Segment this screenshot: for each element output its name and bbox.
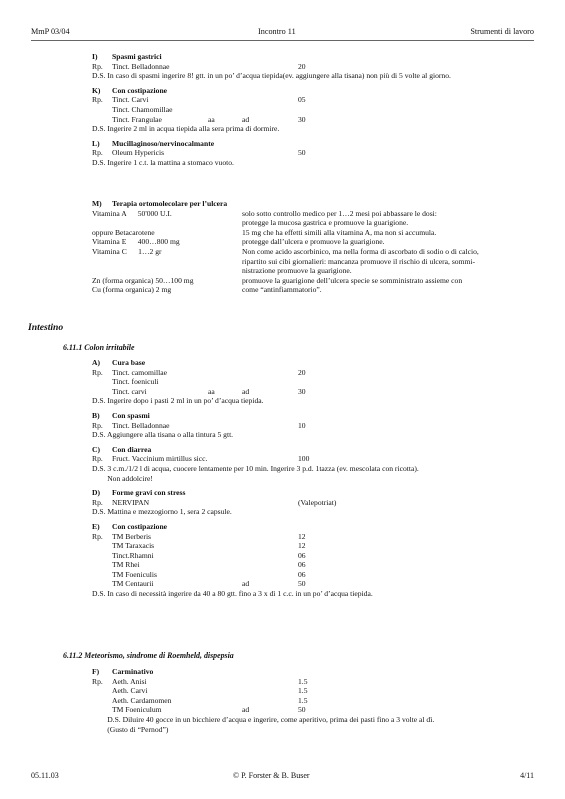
prescription	[92, 488, 552, 517]
dosage-line	[92, 507, 552, 517]
ingredient-name: Tinct. Belladonnae	[112, 61, 170, 71]
rp-label: Rp.	[92, 676, 103, 686]
ingredient-name: NERVIPAN	[112, 497, 150, 507]
section-m	[92, 199, 552, 295]
therapy-row	[92, 228, 552, 238]
header-right: Strumenti di lavoro	[470, 27, 534, 36]
prescription	[92, 445, 552, 483]
ingredient-quantity: 06	[298, 550, 306, 560]
ingredient-name: Tinct. Belladonnae	[112, 420, 170, 430]
ingredient-row	[92, 62, 552, 72]
header-left: MmP 03/04	[31, 27, 70, 36]
rp-label: Rp.	[92, 148, 103, 158]
dosage-line	[92, 474, 552, 484]
ingredient-quantity: 50	[298, 579, 306, 589]
ingredient-row	[92, 95, 552, 105]
ingredient-name: Aeth. Anisi	[112, 676, 147, 686]
prescription-title: Con spasmi	[112, 410, 150, 420]
dosage-text: D.S. Aggiungere alla tisana o alla tintura 5 gtt.	[92, 430, 234, 440]
prescription-heading	[92, 358, 552, 368]
prescription	[92, 522, 552, 599]
ingredient-row	[92, 677, 552, 687]
prescription-title: Con costipazione	[112, 521, 168, 531]
ingredient-row	[92, 705, 552, 715]
prescription-heading	[92, 411, 552, 421]
dosage-line	[92, 715, 552, 725]
therapy-row	[92, 266, 552, 276]
ingredient-quantity: 20	[298, 61, 306, 71]
ingredient-name: Tinct. Carvi	[112, 95, 149, 105]
dosage-text: D.S. Diluire 40 gocce in un bicchiere d’acqua e ingerire, come aperitivo, prima dei pasti fino a 3 volte al dì.	[92, 714, 435, 724]
footer-right: 4/11	[520, 771, 534, 780]
dosage-line	[92, 725, 552, 735]
therapy-substance: Zn (forma organica) 50…100 mg	[92, 275, 194, 285]
therapy-row	[92, 237, 552, 247]
ingredient-quantity: 1.5	[298, 695, 308, 705]
therapy-substance: oppure Betacarotene	[92, 227, 155, 237]
footer-left: 05.11.03	[31, 771, 59, 780]
dosage-line	[92, 464, 552, 474]
ingredient-name: Aeth. Carvi	[112, 686, 148, 696]
ad-mark: ad	[242, 114, 250, 124]
ad-mark: ad	[242, 579, 250, 589]
ingredient-row	[92, 454, 552, 464]
ingredient-quantity: 20	[298, 367, 306, 377]
ingredient-quantity: 12	[298, 541, 306, 551]
therapy-row	[92, 285, 552, 295]
ingredient-row	[92, 498, 552, 508]
section-block-meteo	[92, 667, 552, 734]
ingredient-quantity: 30	[298, 114, 306, 124]
dosage-text: D.S. Ingerire 1 c.t. la mattina a stomaco vuoto.	[92, 157, 234, 167]
ingredient-row	[92, 421, 552, 431]
dosage-text: D.S. Ingerire dopo i pasti 2 ml in un po’ d’acqua tiepida.	[92, 396, 264, 406]
dosage-line	[92, 430, 552, 440]
prescription-heading	[92, 52, 552, 62]
rp-label: Rp.	[92, 420, 103, 430]
header-center: Incontro 11	[258, 27, 296, 36]
therapy-note: promuove la guarigione dell’ulcera specie se somministrato assieme con	[242, 275, 463, 285]
ingredient-quantity: 30	[298, 386, 306, 396]
therapy-row	[92, 257, 552, 267]
ingredient-row	[92, 387, 552, 397]
therapy-note: come “antinfiammatorio”.	[242, 285, 322, 295]
ingredient-quantity: 1.5	[298, 686, 308, 696]
ingredient-row	[92, 551, 552, 561]
ingredient-row	[92, 115, 552, 125]
ingredient-row	[92, 696, 552, 706]
prescription	[92, 667, 552, 734]
ingredient-quantity: (Valepotriat)	[298, 497, 337, 507]
dosage-text: D.S. In caso di necessità ingerire da 40 a 80 gtt. fino a 3 x dì 1 c.c. in un po’ d’acqua tiepida.	[92, 589, 373, 599]
ingredient-name: TM Taraxacis	[112, 541, 155, 551]
ingredient-name: TM Rhei	[112, 560, 140, 570]
ingredient-quantity: 10	[298, 420, 306, 430]
prescription-letter: C)	[92, 444, 101, 454]
prescription-title: Carminativo	[112, 667, 154, 676]
dosage-text: D.S. In caso di spasmi ingerire 8! gtt. in un po’ d’acqua tiepida(ev. aggiungere alla tisana) non più di 5 volte al giorno.	[92, 71, 451, 81]
prescription-title: Cura base	[112, 358, 146, 367]
ingredient-quantity: 1.5	[298, 676, 308, 686]
therapy-substance: Vitamina E 400…800 mg	[92, 237, 180, 247]
prescription-letter: F)	[92, 667, 100, 676]
ingredient-quantity: 50	[298, 148, 306, 158]
ingredient-quantity: 06	[298, 560, 306, 570]
dosage-line	[92, 589, 552, 599]
prescription-letter: E)	[92, 521, 100, 531]
ingredient-name: Fruct. Vaccinium mirtillus sicc.	[112, 454, 208, 464]
ad-mark: ad	[242, 705, 250, 715]
prescription-heading	[92, 488, 552, 498]
ingredient-name: Tinct.Rhamni	[112, 550, 154, 560]
ingredient-name: TM Foeniculis	[112, 569, 157, 579]
prescription-title: Con diarrea	[112, 444, 152, 454]
ingredient-row	[92, 570, 552, 580]
prescription	[92, 358, 552, 406]
dosage-line	[92, 158, 552, 168]
prescription-letter: L)	[92, 138, 100, 148]
ingredient-quantity: 100	[298, 454, 310, 464]
therapy-note: 15 mg che ha effetti simili alla vitamina A, ma non si accumula.	[242, 227, 437, 237]
rp-label: Rp.	[92, 531, 103, 541]
ingredient-row	[92, 368, 552, 378]
ingredient-name: Aeth. Cardamomen	[112, 695, 172, 705]
prescription-heading	[92, 139, 552, 149]
prescription-title: Spasmi gastrici	[112, 52, 162, 61]
ingredient-quantity: 50	[298, 705, 306, 715]
prescription-letter: A)	[92, 358, 101, 367]
dosage-text: D.S. Mattina e mezzogiorno 1, sera 2 capsule.	[92, 507, 232, 517]
prescription-heading	[92, 667, 552, 677]
dosage-text: (Gusto di “Pernod”)	[92, 724, 169, 734]
section-block-colon	[92, 358, 552, 599]
ingredient-quantity: 12	[298, 531, 306, 541]
prescription-letter: K)	[92, 85, 101, 95]
ingredient-name: Tinct. carvi	[112, 386, 147, 396]
ingredient-row	[92, 560, 552, 570]
footer-center: © P. Forster & B. Buser	[233, 771, 310, 780]
prescription-title: Forme gravi con stress	[112, 488, 186, 498]
prescription-letter: I)	[92, 52, 98, 61]
subsection-meteorismo: 6.11.2 Meteorismo, sindrome di Roemheld, dispepsia	[63, 651, 234, 660]
prescription-heading	[92, 445, 552, 455]
therapy-note: ripartito sui cibi giornalieri: mancanza promuove il rischio di ulcera, sommi-	[242, 256, 476, 266]
ingredient-row	[92, 541, 552, 551]
ingredient-row	[92, 105, 552, 115]
prescription	[92, 139, 552, 168]
section-m-title: Terapia ortomolecolare per l’ulcera	[112, 199, 228, 208]
therapy-substance: Vitamina C 1…2 gr	[92, 246, 162, 256]
ingredient-row	[92, 377, 552, 387]
section-m-letter: M)	[92, 199, 102, 208]
therapy-note: Non come acido ascorbinico, ma nella forma di ascorbato di sodio o di calcio,	[242, 246, 479, 256]
therapy-note: protegge la mucosa gastrica e promuove la guarigione.	[242, 218, 409, 228]
rp-label: Rp.	[92, 497, 103, 507]
dosage-text: Non addolcire!	[92, 473, 153, 483]
rp-label: Rp.	[92, 367, 103, 377]
ingredient-name: Tinct. camomillae	[112, 367, 167, 377]
prescription	[92, 411, 552, 440]
prescription-heading	[92, 522, 552, 532]
rp-label: Rp.	[92, 454, 103, 464]
header-rule	[31, 40, 534, 41]
therapy-substance: Cu (forma organica) 2 mg	[92, 285, 172, 295]
section-block-top	[92, 52, 552, 168]
therapy-note: nistrazione promuove la guarigione.	[242, 266, 352, 276]
ingredient-name: Oleum Hypericis	[112, 148, 165, 158]
prescription-title: Mucillaginoso/nervinocalmante	[112, 138, 215, 148]
section-m-rows	[92, 209, 552, 295]
ingredient-name: Tinct. foeniculi	[112, 377, 159, 387]
dosage-line	[92, 124, 552, 134]
ingredient-row	[92, 579, 552, 589]
rp-label: Rp.	[92, 95, 103, 105]
section-m-heading	[92, 199, 552, 209]
subsection-colon: 6.11.1 Colon irritabile	[63, 343, 135, 352]
ingredient-name: Tinct. Frangulae	[112, 114, 162, 124]
dosage-text: D.S. 3 c.m./1/2 l di acqua, cuocere lentamente per 10 min. Ingerire 3 p.d. 1tazza (ev. mescolata con ricotta).	[92, 463, 419, 473]
therapy-note: solo sotto controllo medico per 1…2 mesi poi abbassare le dosi:	[242, 208, 437, 218]
prescription-letter: D)	[92, 488, 101, 498]
dosage-text: D.S. Ingerire 2 ml in acqua tiepida alla sera prima di dormire.	[92, 124, 280, 134]
prescription-title: Con costipazione	[112, 85, 168, 95]
aa-mark: aa	[208, 114, 215, 124]
therapy-row	[92, 218, 552, 228]
prescription-letter: B)	[92, 410, 100, 420]
ingredient-row	[92, 686, 552, 696]
ingredient-quantity: 06	[298, 569, 306, 579]
dosage-line	[92, 71, 552, 81]
ingredient-row	[92, 532, 552, 542]
ingredient-name: TM Centaurii	[112, 579, 154, 589]
rp-label: Rp.	[92, 61, 103, 71]
ingredient-name: Tinct. Chamomillae	[112, 104, 173, 114]
aa-mark: aa	[208, 386, 215, 396]
ingredient-row	[92, 148, 552, 158]
therapy-note: protegge dall’ulcera e promuove la guarigione.	[242, 237, 385, 247]
ingredient-name: TM Foeniculum	[112, 705, 162, 715]
therapy-substance: Vitamina A 50'000 U.I.	[92, 208, 172, 218]
prescription	[92, 86, 552, 134]
ad-mark: ad	[242, 386, 250, 396]
therapy-row	[92, 209, 552, 219]
section-intestino: Intestino	[28, 322, 64, 333]
ingredient-name: TM Berberis	[112, 531, 152, 541]
prescription-heading	[92, 86, 552, 96]
prescription	[92, 52, 552, 81]
ingredient-quantity: 05	[298, 95, 306, 105]
dosage-line	[92, 396, 552, 406]
therapy-row	[92, 247, 552, 257]
therapy-row	[92, 276, 552, 286]
